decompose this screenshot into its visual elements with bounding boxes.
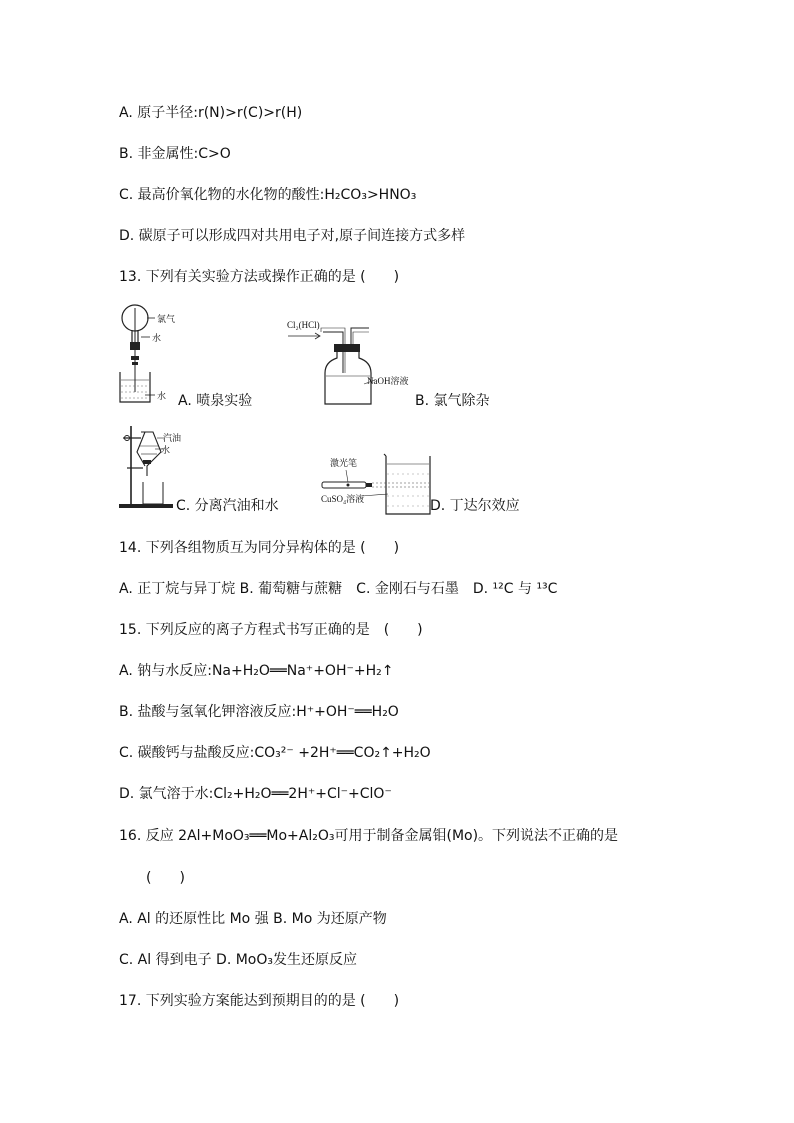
q15-option-d: D. 氯气溶于水:Cl₂+H₂O══2H⁺+Cl⁻+ClO⁻ <box>119 786 392 802</box>
q15-option-a: A. 钠与水反应:Na+H₂O══Na⁺+OH⁻+H₂↑ <box>119 663 394 679</box>
fig-b-caption: B. 氯气除杂 <box>415 393 490 409</box>
gasoline-layer-label: 汽油 <box>163 433 182 443</box>
water-layer-label: 水 <box>161 445 171 455</box>
q14-options: A. 正丁烷与异丁烷 B. 葡萄糖与蔗糖 C. 金刚石与石墨 D. ¹²C 与 ¹³C <box>119 581 558 597</box>
inlet-gas-label: Cl₂(HCl) <box>287 320 320 330</box>
laser-pointer-label: 激光笔 <box>330 458 358 468</box>
gas-label: 氯气 <box>157 314 176 324</box>
q15-option-c: C. 碳酸钙与盐酸反应:CO₃²⁻ +2H⁺══CO₂↑+H₂O <box>119 745 431 761</box>
fig-d-caption: D. 丁达尔效应 <box>430 498 520 514</box>
q17-stem: 17. 下列实验方案能达到预期目的的是 ( ) <box>119 993 400 1009</box>
fig-a-caption: A. 喷泉实验 <box>178 393 253 409</box>
q16-options-ab: A. Al 的还原性比 Mo 强 B. Mo 为还原产物 <box>119 911 387 927</box>
q16-answer-blank: ( ) <box>146 870 185 886</box>
gas-washing-bottle-figure <box>285 318 425 410</box>
q12-option-a: A. 原子半径:r(N)>r(C)>r(H) <box>119 105 303 121</box>
naoh-solution-label: NaOH溶液 <box>367 376 409 386</box>
q15-option-b: B. 盐酸与氢氧化钾溶液反应:H⁺+OH⁻══H₂O <box>119 704 399 720</box>
q12-option-c: C. 最高价氧化物的水化物的酸性:H₂CO₃>HNO₃ <box>119 187 417 203</box>
fig-c-caption: C. 分离汽油和水 <box>176 498 279 514</box>
q15-stem: 15. 下列反应的离子方程式书写正确的是 ( ) <box>119 622 423 638</box>
water-top-label: 水 <box>152 333 162 343</box>
cuso4-solution-label: CuSO₄溶液 <box>321 494 365 504</box>
tyndall-effect-figure <box>318 450 436 518</box>
fountain-apparatus-figure <box>115 300 185 410</box>
q13-stem: 13. 下列有关实验方法或操作正确的是 ( ) <box>119 269 400 285</box>
q12-option-d: D. 碳原子可以形成四对共用电子对,原子间连接方式多样 <box>119 228 466 244</box>
q16-options-cd: C. Al 得到电子 D. MoO₃发生还原反应 <box>119 952 357 968</box>
q12-option-b: B. 非金属性:C>O <box>119 146 231 162</box>
water-bottom-label: 水 <box>157 391 167 401</box>
q14-stem: 14. 下列各组物质互为同分异构体的是 ( ) <box>119 540 400 556</box>
separatory-funnel-figure <box>115 424 185 512</box>
q16-stem: 16. 反应 2Al+MoO₃══Mo+Al₂O₃可用于制备金属钼(Mo)。下列说法不正确的是 <box>119 828 619 844</box>
